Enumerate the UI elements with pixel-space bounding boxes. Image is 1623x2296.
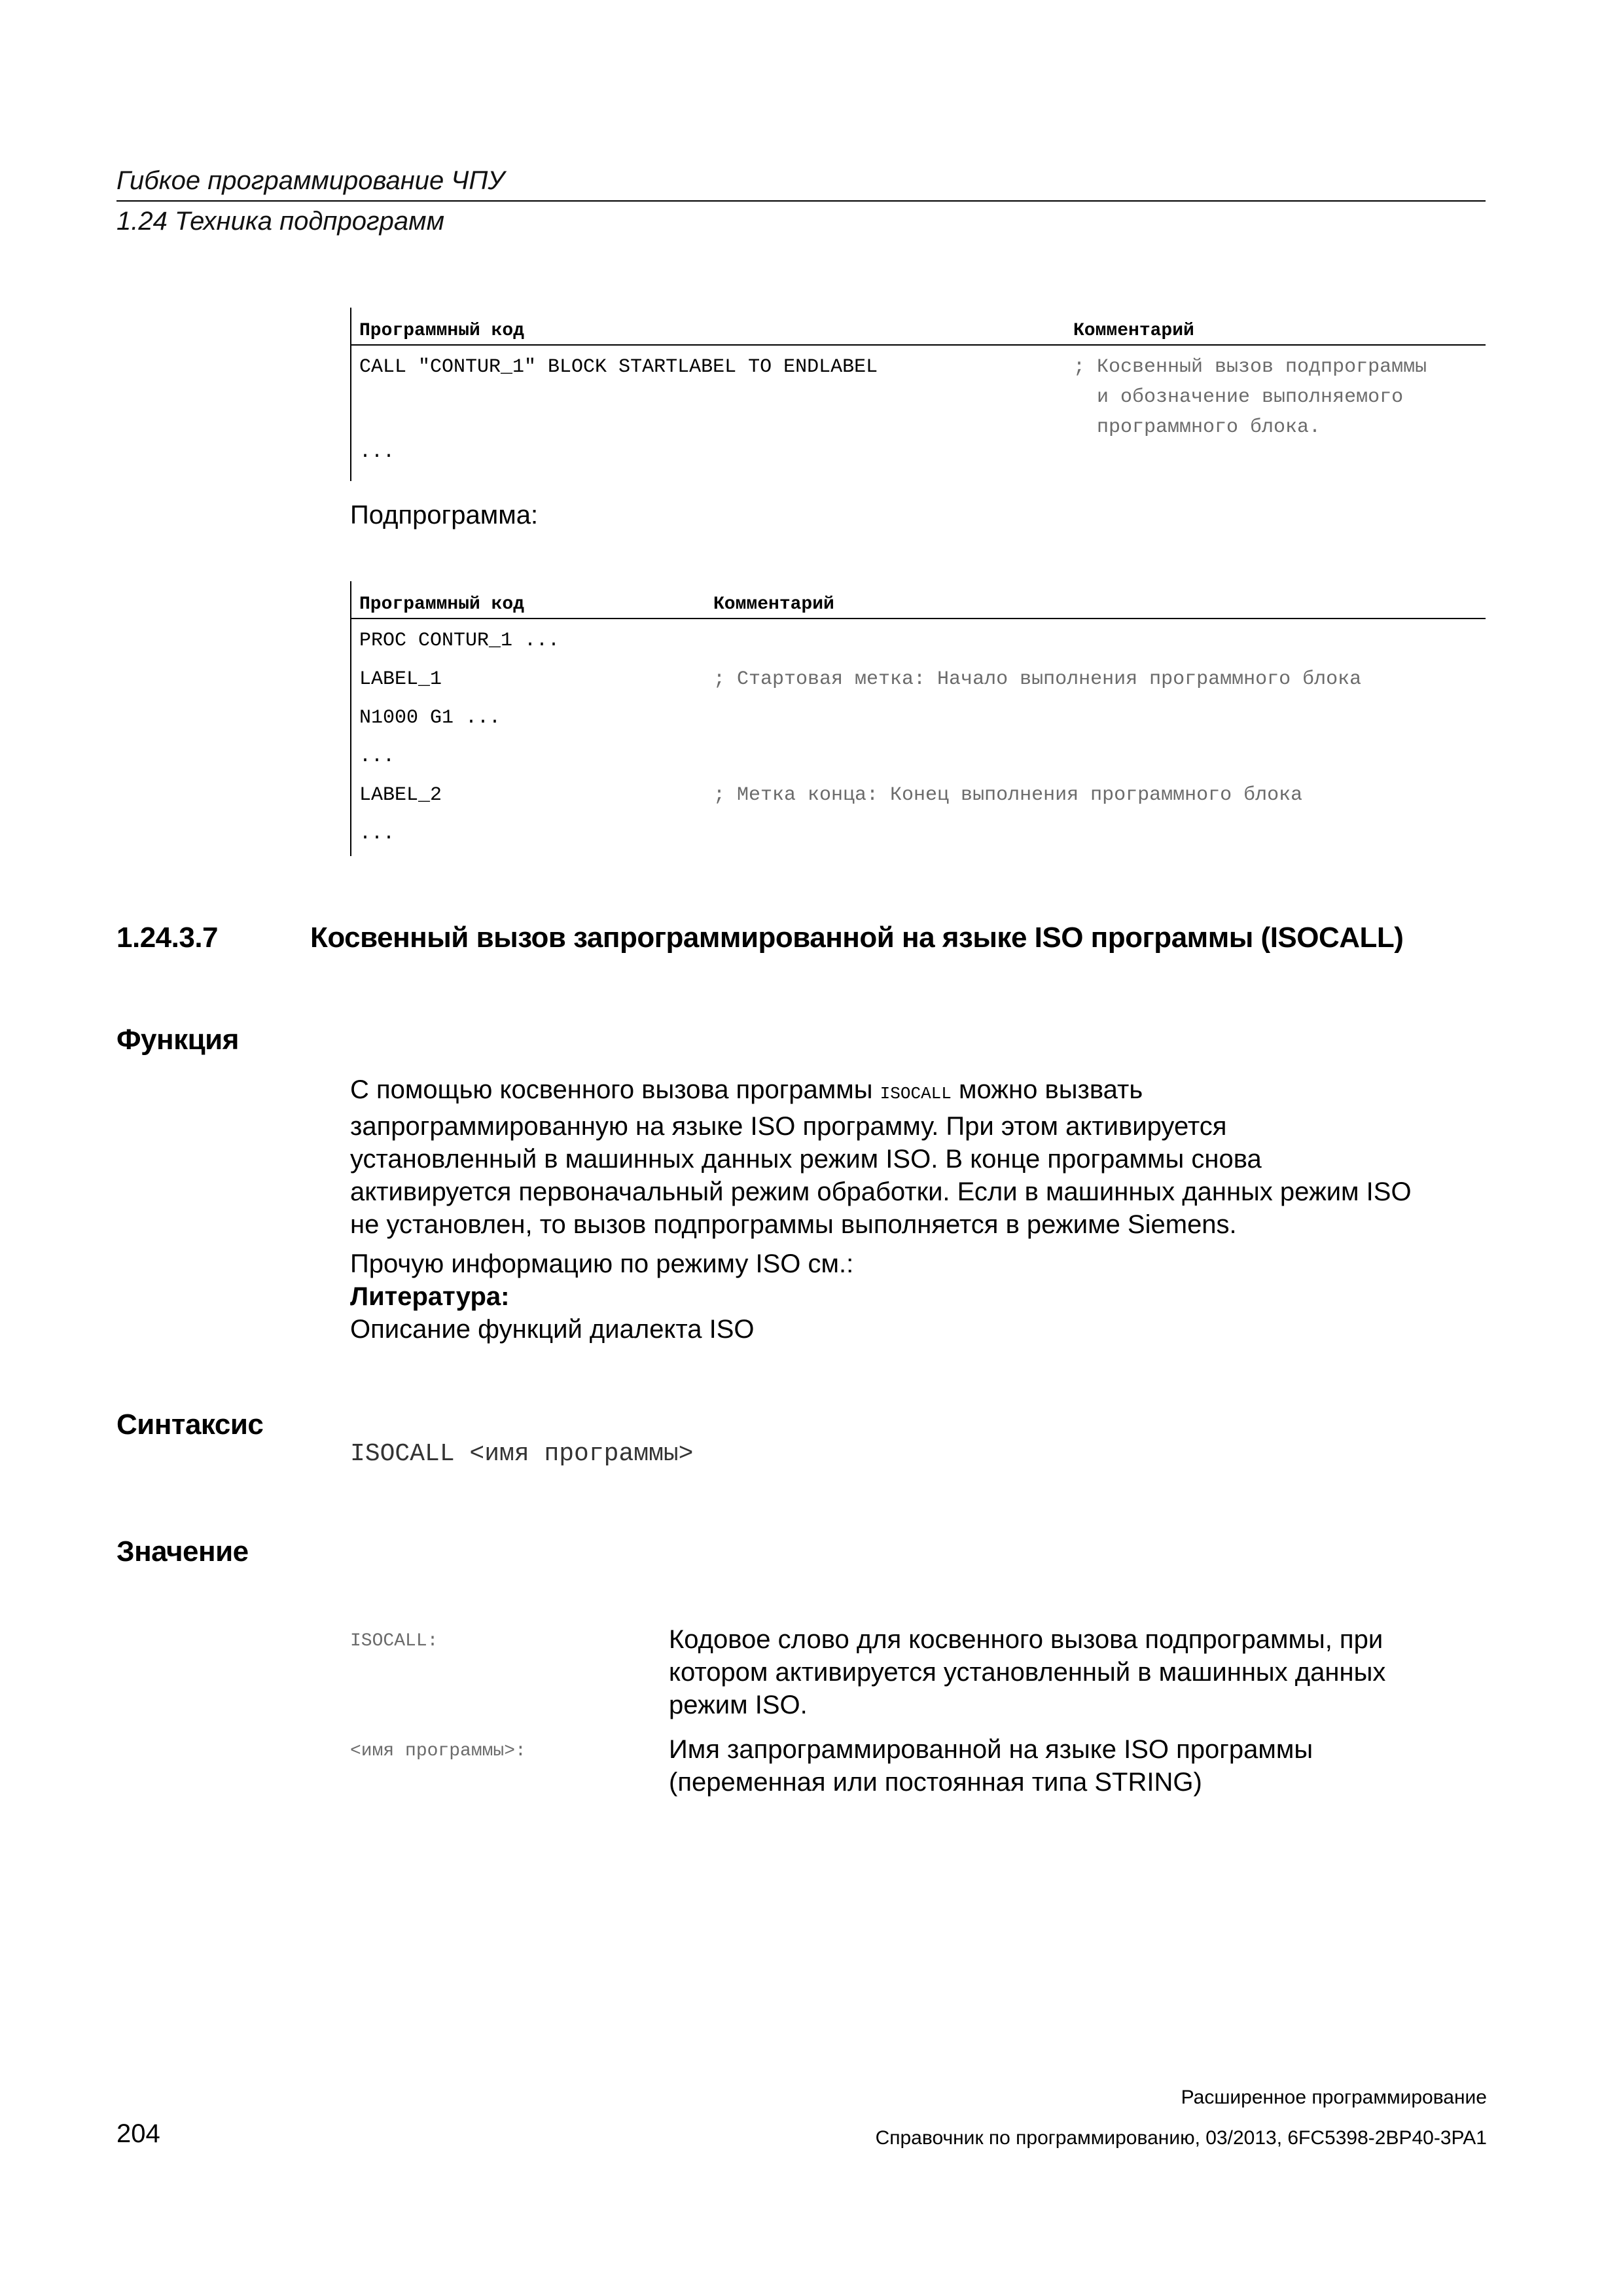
column-header-code: Программный код	[359, 321, 525, 341]
code-cell: ...	[359, 745, 395, 768]
section-number: 1.24.3.7	[116, 922, 219, 954]
code-cell: LABEL_2	[359, 784, 442, 806]
keyword-isocall: ISOCALL	[880, 1084, 952, 1103]
text-run: можно вызвать	[951, 1075, 1143, 1104]
running-header-chapter: Гибкое программирование ЧПУ	[116, 166, 505, 195]
code-cell: N1000 G1 ...	[359, 707, 501, 729]
syntax-code: ISOCALL <имя программы>	[350, 1440, 694, 1468]
function-paragraph-line: активируется первоначальный режим обработки. Если в машинных данных режим ISO	[350, 1177, 1412, 1206]
comment-cell: ; Метка конца: Конец выполнения программного блока	[713, 784, 1303, 806]
meaning-description	[669, 1733, 1487, 1799]
subprogram-label: Подпрограмма:	[350, 501, 539, 529]
function-paragraph-2: Прочую информацию по режиму ISO см.:	[350, 1249, 854, 1278]
literature-reference: Описание функций диалекта ISO	[350, 1315, 755, 1344]
column-header-comment: Комментарий	[1073, 321, 1194, 341]
table-left-border	[350, 581, 351, 856]
footer-book-reference: Справочник по программированию, 03/2013, 6FC5398-2BP40-3PA1	[875, 2127, 1487, 2149]
header-divider	[116, 200, 1486, 202]
text-run: С помощью косвенного вызова программы	[350, 1075, 880, 1104]
description-line: Имя запрограммированной на языке ISO программы	[669, 1735, 1313, 1764]
code-cell: CALL "CONTUR_1" BLOCK STARTLABEL TO ENDLABEL	[359, 356, 878, 378]
function-paragraph-line: не установлен, то вызов подпрограммы выполняется в режиме Siemens.	[350, 1210, 1237, 1239]
code-table-2	[350, 581, 1486, 856]
code-cell: ...	[359, 823, 395, 845]
comment-cell: ; Стартовая метка: Начало выполнения программного блока	[713, 668, 1362, 691]
code-cell: PROC CONTUR_1 ...	[359, 630, 560, 652]
function-paragraph-line-1	[350, 1073, 1489, 1110]
term-text: ISOCALL	[350, 1631, 427, 1651]
meaning-term: <имя программы>:	[350, 1741, 526, 1761]
footer-book-title: Расширенное программирование	[1181, 2087, 1487, 2108]
meaning-term: ISOCALL:	[350, 1631, 438, 1651]
section-title: Косвенный вызов запрограммированной на языке ISO программы (ISOCALL)	[310, 922, 1404, 954]
code-table-1	[350, 308, 1486, 481]
running-header-section: 1.24 Техника подпрограмм	[116, 207, 444, 236]
column-header-comment: Комментарий	[713, 594, 834, 615]
header-rule	[350, 618, 1486, 619]
comment-cell: ; Косвенный вызов подпрограммы и обозначение выполняемого программного блока.	[1073, 356, 1427, 439]
description-line: (переменная или постоянная типа STRING)	[669, 1768, 1202, 1797]
function-paragraph-line: установленный в машинных данных режим ISO. В конце программы снова	[350, 1145, 1262, 1174]
column-header-code: Программный код	[359, 594, 525, 615]
meaning-heading: Значение	[116, 1535, 249, 1568]
term-text: <имя программы>	[350, 1741, 516, 1761]
description-line: котором активируется установленный в машинных данных	[669, 1658, 1386, 1687]
page-number: 204	[116, 2119, 160, 2148]
meaning-description	[669, 1623, 1487, 1721]
function-heading: Функция	[116, 1024, 239, 1056]
code-cell: ...	[359, 441, 395, 463]
description-line: Кодовое слово для косвенного вызова подпрограммы, при	[669, 1625, 1383, 1654]
code-cell: LABEL_1	[359, 668, 442, 691]
literature-label: Литература:	[350, 1282, 510, 1311]
function-paragraph-line: запрограммированную на языке ISO программу. При этом активируется	[350, 1112, 1227, 1141]
syntax-heading: Синтаксис	[116, 1408, 264, 1441]
description-line: режим ISO.	[669, 1691, 808, 1719]
header-rule	[350, 344, 1486, 346]
function-paragraph	[350, 1073, 1489, 1241]
table-left-border	[350, 308, 351, 481]
